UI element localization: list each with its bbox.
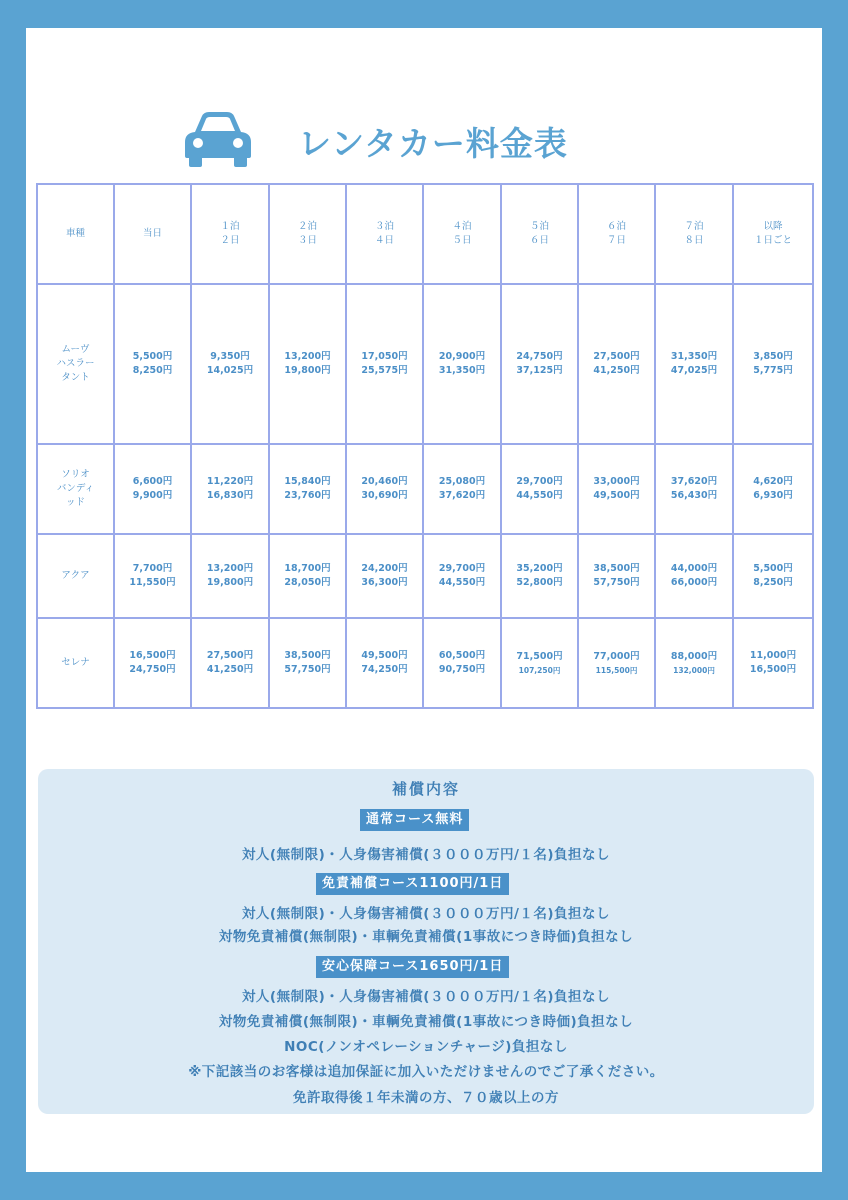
- price-standard: 27,500円: [593, 350, 640, 362]
- column-header-text: ２泊: [297, 220, 317, 232]
- price-standard: 5,500円: [753, 562, 793, 574]
- column-header: [114, 184, 191, 284]
- price-standard: 11,220円: [206, 475, 254, 487]
- column-header: [346, 184, 423, 284]
- price-peak: 57,750円: [593, 577, 640, 588]
- price-peak: 8,250円: [132, 365, 173, 376]
- price-peak: 49,500円: [593, 490, 640, 501]
- column-header: [37, 184, 114, 284]
- header-row: [37, 184, 813, 284]
- column-header-text: １泊: [220, 220, 240, 232]
- header: [26, 108, 822, 178]
- price-standard: 37,620円: [670, 475, 718, 487]
- column-header-text: ３泊: [374, 220, 394, 232]
- table-row: [37, 618, 813, 708]
- column-header: [423, 184, 501, 284]
- price-peak: 56,430円: [670, 490, 718, 501]
- price-standard: 38,500円: [284, 649, 331, 661]
- price-standard: 17,050円: [361, 350, 408, 362]
- course-safety-badge: 安心保障コース1650円/1日: [316, 956, 509, 978]
- price-standard: 13,200円: [284, 350, 331, 362]
- insurance-note-1: ※下記該当のお客様は追加保証に加入いただけませんのでご了承ください。: [188, 1064, 664, 1080]
- price-cell: [501, 534, 578, 618]
- price-peak: 90,750円: [438, 664, 486, 675]
- price-cell: [346, 444, 423, 534]
- price-standard: 71,500円: [516, 651, 563, 663]
- price-cell: [501, 618, 578, 708]
- price-sheet: [26, 28, 822, 1172]
- price-cell: [191, 618, 269, 708]
- price-cell: [578, 284, 655, 444]
- column-header-text: ６泊: [606, 220, 626, 232]
- price-peak: 132,000円: [673, 665, 715, 675]
- column-header-text: ３日: [297, 235, 317, 246]
- price-peak: 19,800円: [206, 577, 254, 588]
- price-cell: [501, 284, 578, 444]
- vehicle-cell: [37, 284, 114, 444]
- price-peak: 28,050円: [284, 577, 331, 588]
- course-safety-line-1: 対人(無制限)・人身傷害補償(３０００万円/１名)負担なし: [241, 989, 611, 1005]
- price-cell: [655, 534, 733, 618]
- price-cell: [733, 284, 813, 444]
- price-cell: [269, 534, 346, 618]
- column-header-text: ８日: [684, 235, 704, 246]
- price-peak: 9,900円: [132, 490, 173, 501]
- column-header: [269, 184, 346, 284]
- price-standard: 18,700円: [284, 562, 331, 574]
- price-peak: 25,575円: [361, 365, 408, 376]
- vehicle-name: バンディ: [56, 482, 95, 494]
- price-cell: [733, 618, 813, 708]
- insurance-title: 補償内容: [391, 780, 460, 798]
- price-standard: 38,500円: [593, 562, 640, 574]
- price-standard: 20,460円: [361, 475, 408, 487]
- price-standard: 33,000円: [593, 475, 640, 487]
- price-peak: 36,300円: [361, 577, 408, 588]
- price-cell: [346, 534, 423, 618]
- price-peak: 31,350円: [438, 365, 486, 376]
- price-standard: 15,840円: [284, 475, 331, 487]
- course-normal-line: 対人(無制限)・人身傷害補償(３０００万円/１名)負担なし: [241, 847, 611, 863]
- price-cell: [733, 444, 813, 534]
- column-header-text: ６日: [529, 235, 549, 246]
- price-cell: [423, 534, 501, 618]
- price-peak: 16,500円: [749, 664, 797, 675]
- price-peak: 14,025円: [206, 365, 254, 376]
- price-peak: 74,250円: [361, 664, 408, 675]
- price-peak: 11,550円: [129, 577, 176, 588]
- price-peak: 41,250円: [206, 664, 254, 675]
- price-standard: 77,000円: [593, 651, 640, 663]
- price-cell: [269, 444, 346, 534]
- price-peak: 23,760円: [284, 490, 331, 501]
- column-header-text: 当日: [142, 227, 162, 239]
- price-peak: 19,800円: [284, 365, 331, 376]
- vehicle-name: セレナ: [61, 656, 90, 668]
- price-cell: [733, 534, 813, 618]
- column-header: [501, 184, 578, 284]
- price-standard: 20,900円: [438, 350, 486, 362]
- column-header-text: ４泊: [452, 220, 472, 232]
- column-header: [733, 184, 813, 284]
- price-peak: 52,800円: [516, 577, 563, 588]
- price-standard: 3,850円: [753, 350, 793, 362]
- table-row: [37, 284, 813, 444]
- price-cell: [655, 284, 733, 444]
- price-cell: [655, 618, 733, 708]
- course-safety-line-3: NOC(ノンオペレーションチャージ)負担なし: [284, 1039, 568, 1055]
- price-cell: [578, 534, 655, 618]
- price-peak: 107,250円: [518, 665, 561, 675]
- column-header: [191, 184, 269, 284]
- price-cell: [578, 618, 655, 708]
- price-peak: 44,550円: [438, 577, 486, 588]
- price-cell: [346, 284, 423, 444]
- price-standard: 11,000円: [749, 649, 797, 661]
- column-header: [578, 184, 655, 284]
- price-cell: [423, 618, 501, 708]
- course-exemption-line-1: 対人(無制限)・人身傷害補償(３０００万円/１名)負担なし: [241, 906, 611, 922]
- insurance-note-2: 免許取得後１年未満の方、７０歳以上の方: [293, 1090, 559, 1106]
- price-standard: 24,200円: [361, 562, 408, 574]
- price-peak: 16,830円: [206, 490, 254, 501]
- vehicle-name: ムーヴ: [61, 343, 90, 355]
- price-peak: 37,620円: [438, 490, 486, 501]
- price-peak: 30,690円: [361, 490, 408, 501]
- price-peak: 115,500円: [595, 665, 638, 675]
- course-normal-badge: 通常コース無料: [360, 809, 469, 831]
- price-cell: [269, 618, 346, 708]
- price-cell: [114, 534, 191, 618]
- column-header-text: ７泊: [684, 220, 704, 232]
- price-standard: 44,000円: [670, 562, 718, 574]
- car-icon: [181, 110, 255, 168]
- price-cell: [423, 284, 501, 444]
- price-cell: [191, 284, 269, 444]
- price-standard: 4,620円: [753, 475, 793, 487]
- price-cell: [114, 284, 191, 444]
- table-row: [37, 534, 813, 618]
- price-standard: 31,350円: [670, 350, 718, 362]
- price-standard: 25,080円: [438, 475, 486, 487]
- course-safety-line-2: 対物免責補償(無制限)・車輌免責補償(1事故につき時価)負担なし: [218, 1014, 634, 1030]
- price-peak: 44,550円: [516, 490, 563, 501]
- price-cell: [114, 444, 191, 534]
- vehicle-name: タント: [61, 372, 90, 384]
- table-row: [37, 444, 813, 534]
- price-peak: 57,750円: [284, 664, 331, 675]
- column-header-text: １日ごと: [753, 235, 792, 246]
- vehicle-name: ソリオ: [61, 468, 90, 480]
- column-header-text: 以降: [763, 220, 783, 232]
- price-standard: 29,700円: [516, 475, 563, 487]
- price-peak: 37,125円: [516, 365, 563, 376]
- price-peak: 24,750円: [129, 664, 176, 675]
- column-header-text: ２日: [220, 235, 240, 246]
- price-standard: 29,700円: [438, 562, 486, 574]
- course-exemption-line-2: 対物免責補償(無制限)・車輌免責補償(1事故につき時価)負担なし: [218, 929, 634, 945]
- vehicle-name: ハスラー: [56, 357, 95, 369]
- price-cell: [269, 284, 346, 444]
- price-peak: 66,000円: [670, 577, 718, 588]
- price-cell: [578, 444, 655, 534]
- price-standard: 60,500円: [438, 649, 486, 661]
- price-standard: 16,500円: [129, 649, 176, 661]
- price-standard: 6,600円: [132, 475, 173, 487]
- price-standard: 13,200円: [206, 562, 254, 574]
- price-standard: 9,350円: [210, 350, 250, 362]
- price-cell: [655, 444, 733, 534]
- price-standard: 35,200円: [516, 562, 563, 574]
- price-standard: 7,700円: [132, 562, 173, 574]
- price-cell: [423, 444, 501, 534]
- column-header-text: ４日: [374, 235, 394, 246]
- column-header: [655, 184, 733, 284]
- vehicle-cell: [37, 534, 114, 618]
- price-peak: 5,775円: [753, 365, 793, 376]
- course-exemption-badge: 免責補償コース1100円/1日: [316, 873, 509, 895]
- price-cell: [346, 618, 423, 708]
- price-peak: 6,930円: [753, 490, 793, 501]
- price-standard: 27,500円: [206, 649, 254, 661]
- price-standard: 5,500円: [132, 350, 173, 362]
- column-header-text: ５日: [452, 235, 472, 246]
- vehicle-cell: [37, 618, 114, 708]
- vehicle-name: アクア: [61, 569, 90, 581]
- price-peak: 41,250円: [593, 365, 640, 376]
- rate-table: [36, 183, 814, 709]
- page-title: レンタカー料金表: [298, 124, 568, 163]
- column-header-text: ５泊: [529, 220, 549, 232]
- vehicle-name: ッド: [65, 497, 85, 509]
- insurance-panel: [38, 769, 814, 1114]
- column-header-text: 車種: [65, 227, 85, 239]
- price-peak: 47,025円: [670, 365, 718, 376]
- price-standard: 24,750円: [516, 350, 563, 362]
- price-cell: [501, 444, 578, 534]
- price-standard: 49,500円: [361, 649, 408, 661]
- column-header-text: ７日: [606, 235, 626, 246]
- price-cell: [191, 534, 269, 618]
- price-cell: [191, 444, 269, 534]
- price-cell: [114, 618, 191, 708]
- price-standard: 88,000円: [670, 651, 718, 663]
- price-peak: 8,250円: [753, 577, 793, 588]
- vehicle-cell: [37, 444, 114, 534]
